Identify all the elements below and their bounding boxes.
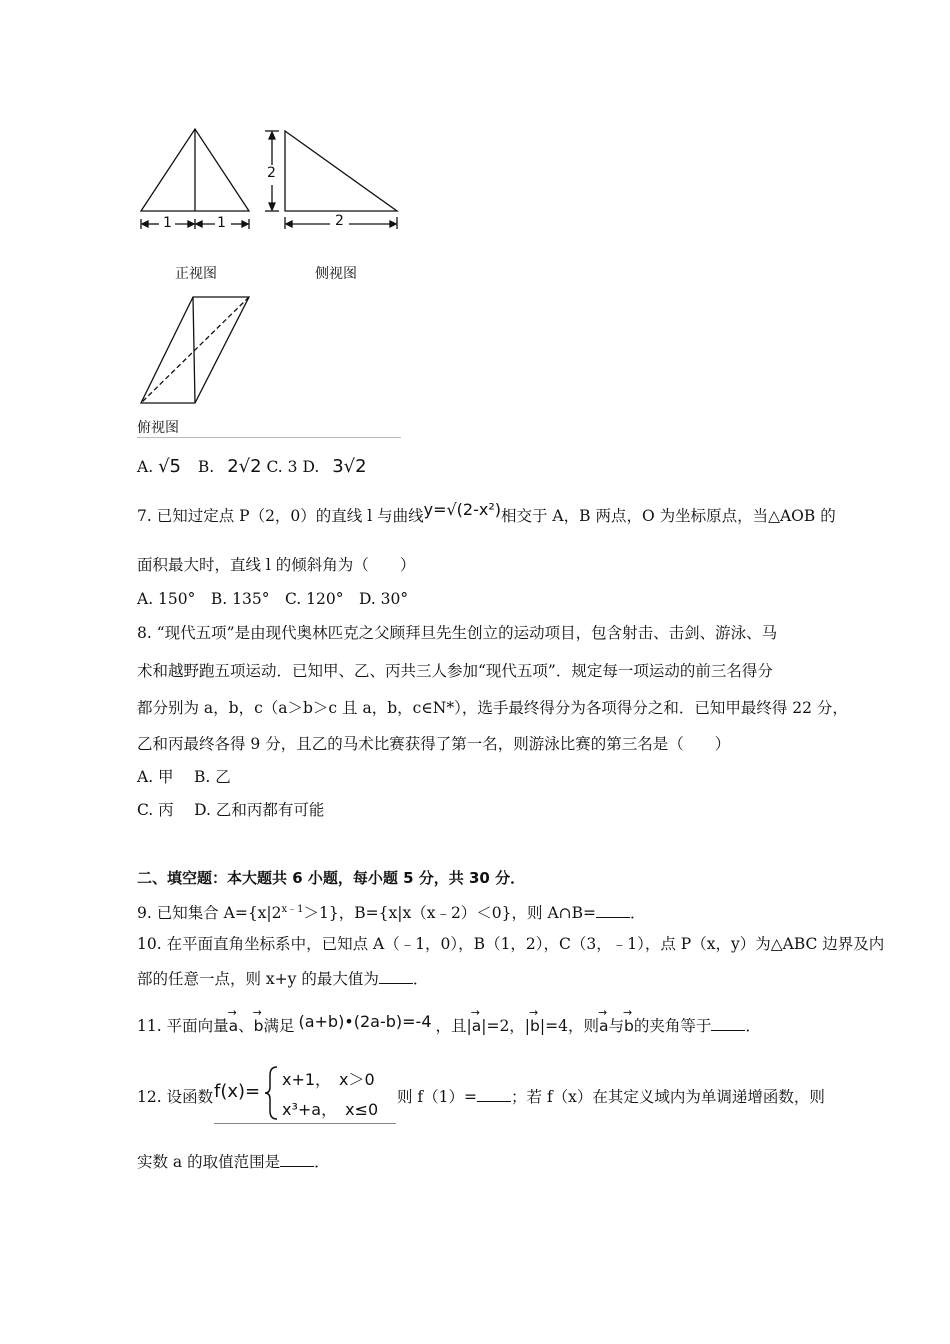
side-view-label: 侧视图 xyxy=(315,266,357,282)
q8-line2: 术和越野跑五项运动．已知甲、乙、丙共三人参加“现代五项”．规定每一项运动的前三名得分 xyxy=(137,662,773,680)
top-view-label: 俯视图 xyxy=(137,420,179,436)
q11-text-b: 满足 xyxy=(263,1017,295,1035)
q10-line2 xyxy=(137,968,428,990)
q12-line2-a: 实数 a 的取值范围是 xyxy=(137,1153,281,1171)
side-dim-height: 2 xyxy=(267,165,276,181)
q12-blank-2 xyxy=(280,1152,314,1167)
q11-text-c: ，且| xyxy=(435,1017,472,1035)
q12-text-c: ；若 f（x）在其定义域内为单调递增函数，则 xyxy=(511,1088,825,1106)
q12-line2 xyxy=(137,1151,330,1173)
q8-options2: C. 丙 D. 乙和丙都有可能 xyxy=(137,801,325,819)
q12-line1-rest xyxy=(397,1086,825,1108)
q12-f-label: f(x)= xyxy=(214,1081,261,1102)
q12-blank-1 xyxy=(477,1087,511,1102)
front-view-label: 正视图 xyxy=(175,266,217,282)
q10-blank xyxy=(379,969,413,984)
q6-a-prefix: A. xyxy=(137,458,154,476)
q9-text-a: 9. 已知集合 A={x|2 xyxy=(137,904,282,923)
q11-sep: 、 xyxy=(238,1017,254,1035)
q11-vec-b-3: → b xyxy=(624,1015,634,1037)
q9-text-b: ＞1}，B={x|x（x﹣2）＜0}，则 A∩B= xyxy=(303,904,597,923)
q7-text-b: 相交于 A，B 两点，O 为坐标原点，当△AOB 的 xyxy=(501,507,836,525)
side-view xyxy=(265,131,397,229)
q9-blank xyxy=(596,903,630,918)
figure-divider xyxy=(137,437,401,438)
q11-vec-b: → b xyxy=(254,1015,264,1037)
q9 xyxy=(137,899,646,924)
top-view xyxy=(141,297,249,403)
q11 xyxy=(137,1012,761,1037)
q10-line1: 10. 在平面直角坐标系中，已知点 A（﹣1，0），B（1，2），C（3，﹣1），点 P（x，y）为△ABC 边界及内 xyxy=(137,935,885,953)
q6-a-math: √5 xyxy=(158,456,181,477)
q11-equation: (a+b)•(2a-b)=-4 xyxy=(298,1012,432,1031)
q6-cd: C. 3 D. xyxy=(266,458,320,476)
q12-case2: x³+a， x≤0 xyxy=(282,1100,379,1119)
q8-options1: A. 甲 B. 乙 xyxy=(137,768,231,786)
q7-line2: 面积最大时，直线 l 的倾斜角为（ ） xyxy=(137,556,416,574)
front-view xyxy=(141,129,249,229)
q8-line4: 乙和丙最终各得 9 分，且乙的马术比赛获得了第一名，则游泳比赛的第三名是（ ） xyxy=(137,735,731,753)
q12-piecewise xyxy=(214,1065,396,1124)
q11-text-a: 11. 平面向量 xyxy=(137,1017,229,1035)
q7-text-a: 7. 已知过定点 P（2，0）的直线 l 与曲线 xyxy=(137,507,424,525)
q11-text-e: |=4，则 xyxy=(539,1017,599,1035)
side-dim-width: 2 xyxy=(335,213,344,229)
q11-text-h: ． xyxy=(745,1017,761,1035)
section2-title: 二、填空题：本大题共 6 小题，每小题 5 分，共 30 分． xyxy=(137,869,526,887)
q11-vec-a-3: → a xyxy=(599,1015,609,1037)
q12-case1: x+1， x＞0 xyxy=(282,1070,375,1089)
q11-text-g: 的夹角等于 xyxy=(633,1017,712,1035)
q7-line1 xyxy=(137,500,836,527)
q6-options xyxy=(137,456,367,478)
q8-line3: 都分别为 a，b，c（a＞b＞c 且 a，b，c∈N*），选手最终得分为各项得分之和．已知甲最终得 22 分， xyxy=(137,699,848,717)
q12-line2-b: ． xyxy=(314,1153,330,1171)
q11-vec-a: → a xyxy=(229,1015,239,1037)
q10-text-a: 部的任意一点，则 x+y 的最大值为 xyxy=(137,970,379,988)
q6-b-prefix: B. xyxy=(197,458,215,476)
q6-b-math: 2√2 xyxy=(227,456,262,477)
three-view-figure xyxy=(137,125,407,440)
front-dim-left: 1 xyxy=(163,215,172,231)
q11-text-d: |=2，| xyxy=(481,1017,531,1035)
q6-d-math: 3√2 xyxy=(332,456,367,477)
q12-text-b: 则 f（1）= xyxy=(397,1088,478,1106)
q12-line1 xyxy=(137,1086,213,1108)
q8-line1: 8. “现代五项”是由现代奥林匹克之父顾拜旦先生创立的运动项目，包含射击、击剑、游泳、马 xyxy=(137,624,778,642)
q7-options: A. 150° B. 135° C. 120° D. 30° xyxy=(137,590,409,608)
q11-text-f: 与 xyxy=(608,1017,624,1035)
q11-blank xyxy=(711,1016,745,1031)
front-dim-right: 1 xyxy=(217,215,226,231)
q11-vec-a-2: → a xyxy=(472,1015,482,1037)
q11-vec-b-2: → b xyxy=(530,1015,540,1037)
q7-curve: y=√(2-x²) xyxy=(423,500,501,519)
q10-text-b: ． xyxy=(412,970,429,988)
q9-sup: x﹣1 xyxy=(281,904,304,915)
q12-text-a: 12. 设函数 xyxy=(137,1088,214,1106)
q9-text-c: ． xyxy=(630,904,646,923)
q12-brace xyxy=(264,1065,280,1121)
